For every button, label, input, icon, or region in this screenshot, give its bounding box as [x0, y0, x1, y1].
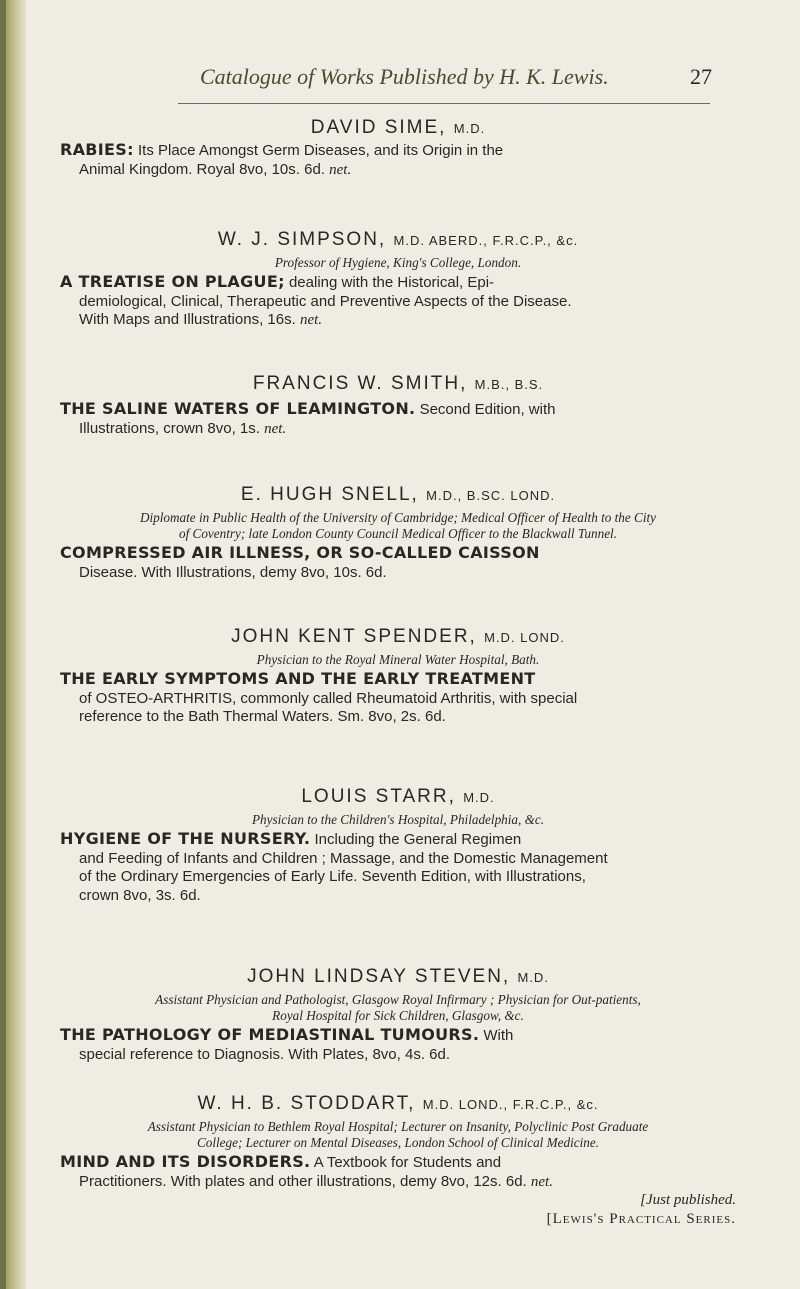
entry-body [60, 1026, 736, 1064]
entry-body [60, 141, 736, 179]
entry-body [60, 1153, 736, 1191]
book-description-cont: Animal Kingdom. Royal 8vo, 10s. 6d. [79, 160, 325, 178]
author-affiliation: Physician to the Children's Hospital, Philadelphia, &c. [251, 812, 545, 827]
author-name: W. J. SIMPSON, [217, 229, 387, 250]
author-affiliation: Assistant Physician to Bethlem Royal Hospital; Lecturer on Insanity, Polyclinic Post Graduate [147, 1119, 649, 1134]
author-affiliation: Assistant Physician and Pathologist, Glasgow Royal Infirmary ; Physician for Out-patients, [155, 992, 641, 1007]
author-name: LOUIS STARR, [301, 786, 456, 807]
author-degrees: M.B., B.S. [474, 377, 544, 392]
author-name: FRANCIS W. SMITH, [252, 373, 468, 394]
book-title: THE EARLY SYMPTOMS AND THE EARLY TREATMENT [60, 669, 536, 688]
entry-body [60, 670, 736, 727]
author-affiliation-cont: Royal Hospital for Sick Children, Glasgow, &c. [272, 1008, 524, 1023]
author-affiliation: Physician to the Royal Mineral Water Hospital, Bath. [256, 652, 540, 667]
book-title: MIND AND ITS DISORDERS. [60, 1152, 311, 1171]
catalogue-entry [60, 483, 736, 582]
catalogue-entry [60, 372, 736, 438]
author-name: E. HUGH SNELL, [240, 484, 419, 505]
author-name: JOHN KENT SPENDER, [231, 626, 477, 647]
book-spine-shadow [0, 0, 26, 1289]
author-degrees: M.D. LOND. [484, 630, 565, 645]
page-number: 27 [690, 64, 712, 89]
just-published-note: [Just published. [640, 1192, 736, 1208]
catalogue-entry [60, 965, 736, 1064]
author-degrees: M.D. [463, 790, 495, 805]
book-title: RABIES: [60, 140, 134, 159]
author-degrees: M.D. LOND., F.R.C.P., &c. [422, 1097, 599, 1112]
author-affiliation: Professor of Hygiene, King's College, London. [274, 255, 522, 270]
entry-body [60, 400, 736, 438]
author-name: W. H. B. STODDART, [197, 1093, 416, 1114]
author-degrees: M.D., B.SC. LOND. [426, 488, 556, 503]
book-description-cont: demiological, Clinical, Therapeutic and Preventive Aspects of the Disease. [79, 292, 572, 310]
book-description-cont: reference to the Bath Thermal Waters. Sm. 8vo, 2s. 6d. [79, 708, 446, 725]
author-degrees: M.D. ABERD., F.R.C.P., &c. [393, 233, 579, 248]
entry-body [60, 544, 736, 582]
running-title: Catalogue of Works Published by H. K. Lewis. [200, 64, 609, 89]
book-description-cont: of the Ordinary Emergencies of Early Life. Seventh Edition, with Illustrations, [79, 868, 586, 885]
author-line [60, 372, 736, 397]
catalogue-entry [60, 1092, 736, 1228]
author-name: JOHN LINDSAY STEVEN, [247, 966, 511, 987]
binding-edge [0, 0, 6, 1289]
book-description-cont: crown 8vo, 3s. 6d. [79, 886, 201, 904]
entry-body [60, 273, 736, 330]
author-line [60, 625, 736, 650]
page-header [200, 64, 712, 98]
book-title: THE PATHOLOGY OF MEDIASTINAL TUMOURS. [60, 1025, 480, 1044]
book-description-cont: Practitioners. With plates and other illustrations, demy 8vo, 12s. 6d. [79, 1172, 527, 1190]
author-affiliation: Diplomate in Public Health of the University of Cambridge; Medical Officer of Health to the City [139, 510, 657, 525]
book-description-cont: With Maps and Illustrations, 16s. [79, 311, 296, 328]
book-title: THE SALINE WATERS OF LEAMINGTON. [60, 399, 416, 418]
author-line [60, 116, 736, 141]
series-note: [Lewis's Practical Series. [546, 1210, 736, 1227]
author-affiliation-cont: of Coventry; late London County Council Medical Officer to the Blackwall Tunnel. [178, 526, 618, 541]
publication-note [60, 1191, 736, 1210]
entry-body [60, 830, 736, 905]
author-name: DAVID SIME, [310, 117, 447, 138]
price-net: net. [530, 1173, 553, 1190]
header-rule [178, 103, 710, 104]
author-degrees: M.D. [453, 121, 486, 136]
book-description: Disease. With Illustrations, demy 8vo, 10s. 6d. [79, 563, 387, 581]
book-description: Including the General Regimen [314, 831, 522, 848]
book-description: Its Place Amongst Germ Diseases, and its Origin in the [137, 142, 504, 159]
price-net: net. [264, 420, 287, 437]
price-net: net. [299, 312, 323, 328]
author-line [60, 1092, 736, 1117]
book-description: A Textbook for Students and [313, 1154, 502, 1171]
author-line [60, 965, 736, 990]
price-net: net. [329, 161, 352, 178]
book-description: With [483, 1027, 514, 1044]
author-line [60, 483, 736, 508]
book-title: A TREATISE ON PLAGUE; [60, 272, 285, 291]
book-description: Second Edition, with [419, 401, 556, 418]
book-title: COMPRESSED AIR ILLNESS, OR SO-CALLED CAISSON [60, 543, 540, 562]
book-description-cont: Illustrations, crown 8vo, 1s. [79, 419, 260, 437]
author-affiliation-cont: College; Lecturer on Mental Diseases, London School of Clinical Medicine. [196, 1135, 600, 1150]
book-description: dealing with the Historical, Epi- [288, 274, 495, 291]
book-description-cont: and Feeding of Infants and Children ; Massage, and the Domestic Management [79, 849, 608, 867]
catalogue-entry [60, 116, 736, 179]
author-line [60, 228, 736, 253]
author-line [60, 785, 736, 810]
book-title: HYGIENE OF THE NURSERY. [60, 829, 311, 848]
book-description: of OSTEO-ARTHRITIS, commonly called Rheumatoid Arthritis, with special [79, 689, 578, 707]
catalogue-entry [60, 228, 736, 330]
catalogue-entry [60, 785, 736, 905]
series-note-line [60, 1210, 736, 1229]
book-description-cont: special reference to Diagnosis. With Plates, 8vo, 4s. 6d. [79, 1045, 451, 1063]
author-degrees: M.D. [517, 970, 549, 985]
catalogue-entry [60, 625, 736, 727]
